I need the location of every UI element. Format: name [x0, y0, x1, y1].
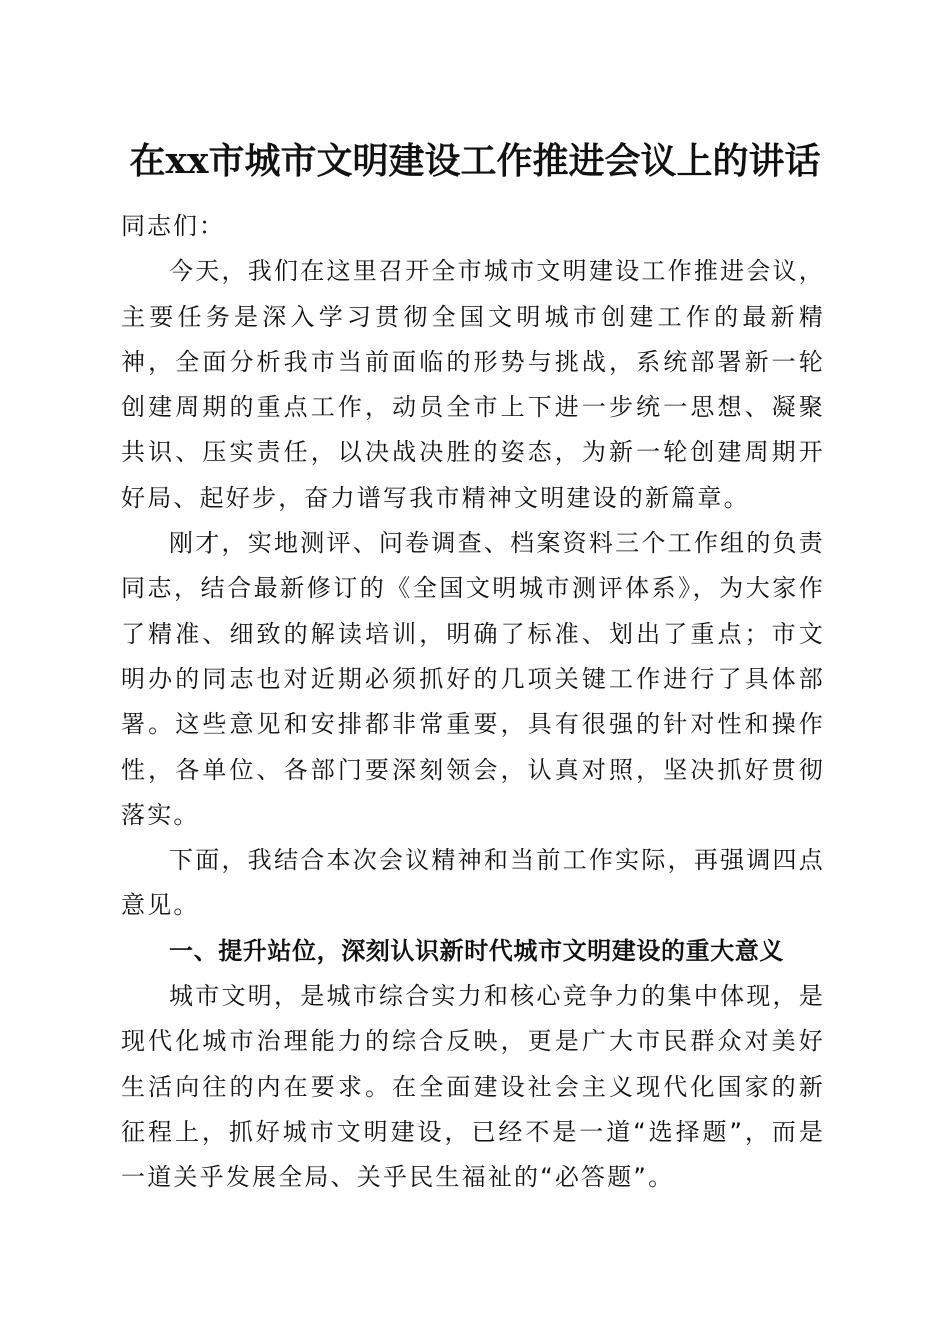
document-body: [121, 204, 825, 1201]
paragraph-transition: 下面，我结合本次会议精神和当前工作实际，再强调四点意见。: [121, 846, 825, 920]
section-paragraph-1: 城市文明，是城市综合实力和核心竞争力的集中体现，是现代化城市治理能力的综合反映，更是广大市民群众对美好生活向往的内在要求。在全面建设社会主义现代化国家的新征程上，抓好城市文明建设，已经不是一道“选择题”，而是一道关乎发展全局、关乎民生福祉的“必答题”。: [121, 982, 825, 1192]
salutation: 同志们：: [121, 212, 225, 240]
section-heading-1: 一、提升站位，深刻认识新时代城市文明建设的重大意义: [169, 936, 784, 965]
paragraph-opening: 今天，我们在这里召开全市城市文明建设工作推进会议，主要任务是深入学习贯彻全国文明城市创建工作的最新精神，全面分析我市当前面临的形势与挑战，系统部署新一轮创建周期的重点工作，动员全市上下进一步统一思想、凝聚共识、压实责任，以决战决胜的姿态，为新一轮创建周期开好局、起好步，奋力谱写我市精神文明建设的新篇章。: [121, 257, 825, 512]
document-title: 在xx市城市文明建设工作推进会议上的讲话: [129, 140, 821, 182]
paragraph-review: 刚才，实地测评、问卷调查、档案资料三个工作组的负责同志，结合最新修订的《全国文明城市测评体系》，为大家作了精准、细致的解读培训，明确了标准、划出了重点；市文明办的同志也对近期必须抓好的几项关键工作进行了具体部署。这些意见和安排都非常重要，具有很强的针对性和操作性，各单位、各部门要深刻领会，认真对照，坚决抓好贯彻落实。: [121, 529, 825, 829]
